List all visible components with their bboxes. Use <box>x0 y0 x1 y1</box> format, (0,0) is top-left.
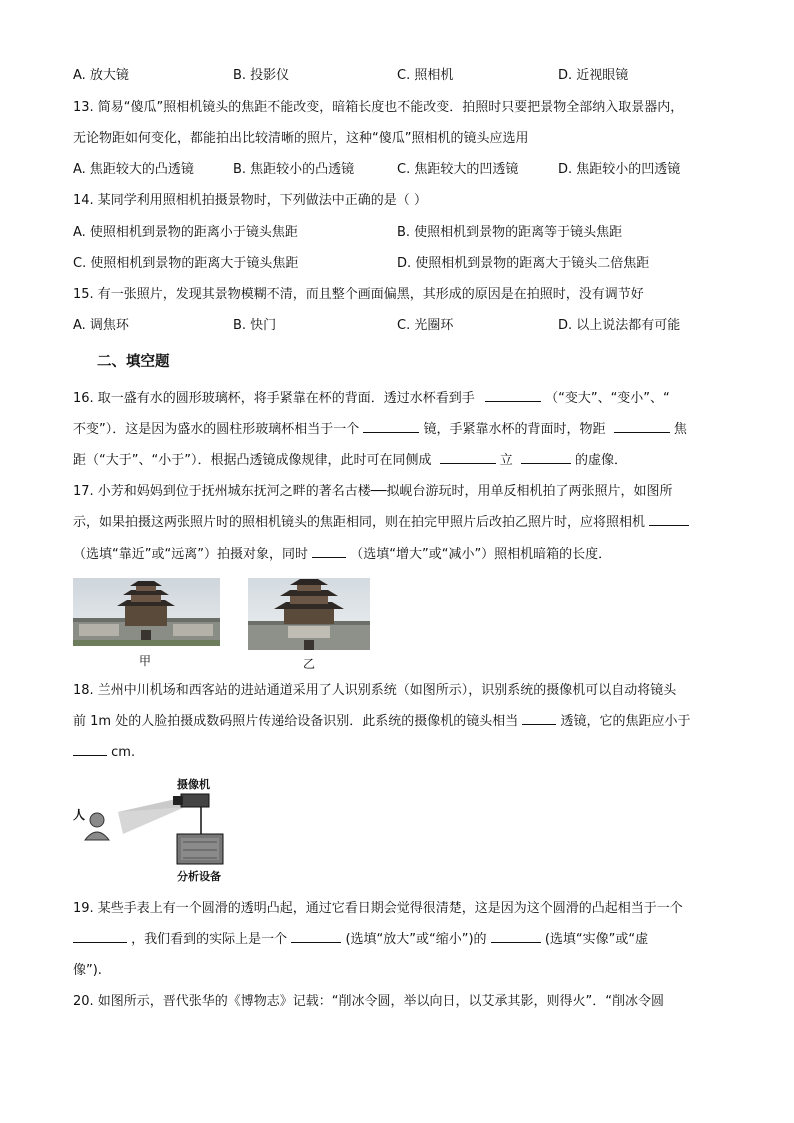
q15-option-b: B. 快门 <box>233 318 277 333</box>
q13-option-a: A. 焦距较大的凸透镜 <box>73 162 194 177</box>
figure-label-camera: 摄像机 <box>177 778 210 791</box>
q14-option-c: C. 使照相机到景物的距离大于镜头焦距 <box>73 256 299 271</box>
q18-line2 <box>73 712 691 732</box>
q16-text: 的虚像． <box>575 453 628 468</box>
q17-text: 示，如果拍摄这两张照片时的照相机镜头的焦距相同，则在拍完甲照片后改拍乙照片时，应将照相机 <box>73 515 646 530</box>
q12-option-a: A. 放大镜 <box>73 68 129 83</box>
q18-text: cm. <box>111 745 136 760</box>
q13-stem-line2: 无论物距如何变化，都能拍出比较清晰的照片，这种“傻瓜”照相机的镜头应选用 <box>73 131 529 146</box>
answer-blank[interactable] <box>649 513 689 526</box>
q14-option-b: B. 使照相机到景物的距离等于镜头焦距 <box>397 225 623 240</box>
answer-blank[interactable] <box>485 389 541 402</box>
photo-yi <box>248 578 370 650</box>
q15-option-d: D. 以上说法都有可能 <box>558 318 681 333</box>
q19-line1: 19. 某些手表上有一个圆滑的透明凸起，通过它看日期会觉得很清楚，这是因为这个圆滑的凸起相当于一个 <box>73 901 683 916</box>
q19-text: (选填“放大”或“缩小”)的 <box>345 932 487 947</box>
q18-text: 前 1m 处的人脸拍摄成数码照片传递给设备识别．此系统的摄像机的镜头相当 <box>73 714 519 729</box>
answer-blank[interactable] <box>291 930 341 943</box>
q16-text: 距（“大于”、“小于”）．根据凸透镜成像规律，此时可在同侧成 <box>73 453 432 468</box>
answer-blank[interactable] <box>73 930 127 943</box>
q16-text: 16. 取一盛有水的圆形玻璃杯，将手紧靠在杯的背面．透过水杯看到手 <box>73 391 475 406</box>
q12-option-c: C. 照相机 <box>397 68 454 83</box>
q20-line1: 20. 如图所示，晋代张华的《博物志》记载：“削冰令圆，举以向日，以艾承其影，则得火”．“削冰令圆 <box>73 994 665 1009</box>
q16-text: （“变大”、“变小”、“ <box>545 391 670 406</box>
q16-text: 立 <box>499 453 513 468</box>
q17-line2 <box>73 513 689 533</box>
answer-blank[interactable] <box>363 420 419 433</box>
q19-line2 <box>73 930 648 950</box>
q13-option-d: D. 焦距较小的凹透镜 <box>558 162 681 177</box>
answer-blank[interactable] <box>491 930 541 943</box>
caption-yi: 乙 <box>303 657 316 671</box>
q18-text: 透镜，它的焦距应小于 <box>560 714 691 729</box>
q16-text: 焦 <box>673 422 687 437</box>
q16-text: 镜，手紧靠水杯的背面时，物距 <box>423 422 606 437</box>
q17-line3 <box>73 545 611 565</box>
answer-blank[interactable] <box>440 451 496 464</box>
q12-option-b: B. 投影仪 <box>233 68 290 83</box>
q19-text: ，我们看到的实际上是一个 <box>131 932 288 947</box>
q17-text: （选填“靠近”或“远离”）拍摄对象，同时 <box>73 547 308 562</box>
q15-stem: 15. 有一张照片，发现其景物模糊不清，而且整个画面偏黑，其形成的原因是在拍照时，没有调节好 <box>73 287 644 302</box>
q13-stem-line1: 13. 简易“傻瓜”照相机镜头的焦距不能改变，暗箱长度也不能改变．拍照时只要把景物全部纳入取景器内， <box>73 100 684 115</box>
q13-option-c: C. 焦距较大的凹透镜 <box>397 162 519 177</box>
answer-blank[interactable] <box>312 545 346 558</box>
answer-blank[interactable] <box>614 420 670 433</box>
section-title-fill-in: 二、填空题 <box>97 354 170 370</box>
photo-jia <box>73 578 220 646</box>
q19-text: (选填“实像”或“虚 <box>544 932 649 947</box>
answer-blank[interactable] <box>522 712 556 725</box>
figure-label-device: 分析设备 <box>177 870 221 883</box>
q15-option-c: C. 光圈环 <box>397 318 454 333</box>
q16-line1 <box>73 389 670 409</box>
answer-blank[interactable] <box>73 743 107 756</box>
answer-blank[interactable] <box>521 451 571 464</box>
q17-text: （选填“增大”或“减小”）照相机暗箱的长度． <box>350 547 612 562</box>
q16-text: 不变”）．这是因为盛水的圆柱形玻璃杯相当于一个 <box>73 422 360 437</box>
q16-line3 <box>73 451 627 471</box>
q16-line2 <box>73 420 687 440</box>
figure-label-person: 人 <box>73 808 86 822</box>
q18-line3 <box>73 743 135 763</box>
q13-option-b: B. 焦距较小的凸透镜 <box>233 162 355 177</box>
q18-line1: 18. 兰州中川机场和西客站的进站通道采用了人识别系统（如图所示），识别系统的摄像机可以自动将镜头 <box>73 683 677 698</box>
caption-jia: 甲 <box>139 654 152 668</box>
q14-option-a: A. 使照相机到景物的距离小于镜头焦距 <box>73 225 298 240</box>
q17-line1: 17. 小芳和妈妈到位于抚州城东抚河之畔的著名古楼──拟岘台游玩时，用单反相机拍了两张照片，如图所 <box>73 484 673 499</box>
q15-option-a: A. 调焦环 <box>73 318 129 333</box>
q14-stem: 14. 某同学利用照相机拍摄景物时，下列做法中正确的是（ ） <box>73 193 427 208</box>
q12-option-d: D. 近视眼镜 <box>558 68 629 83</box>
q14-option-d: D. 使照相机到景物的距离大于镜头二倍焦距 <box>397 256 650 271</box>
q19-line3: 像”). <box>73 963 102 978</box>
